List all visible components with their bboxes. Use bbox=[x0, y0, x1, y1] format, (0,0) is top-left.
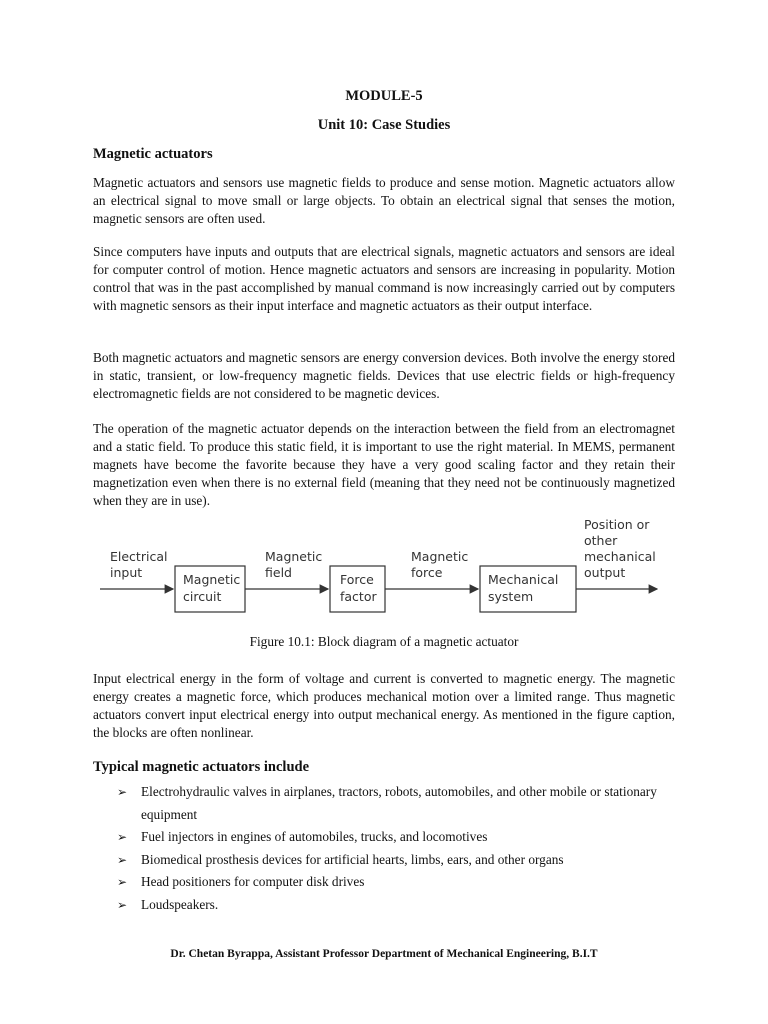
module-title: MODULE-5 bbox=[345, 88, 423, 104]
input-label-line-2: input bbox=[110, 565, 143, 580]
actuator-list bbox=[117, 781, 677, 916]
block-diagram bbox=[100, 514, 680, 624]
list-heading: Typical magnetic actuators include bbox=[93, 759, 310, 775]
block3-line-1: Mechanical bbox=[488, 572, 559, 587]
output-label-line-4: output bbox=[584, 565, 626, 580]
block1-line-2: circuit bbox=[183, 589, 222, 604]
arrow-bullet-icon: ➢ bbox=[117, 852, 128, 867]
arrow-bullet-icon: ➢ bbox=[117, 875, 128, 889]
list-item: ➢ Loudspeakers. bbox=[117, 894, 677, 917]
paragraph-1: Magnetic actuators and sensors use magnetic fields to produce and sense motion. Magnetic actuators allow an electrical signal to move small or large objects. To obtain an electrical signal that senses the motion, magnetic sensors are often used. bbox=[93, 175, 675, 226]
list-item: ➢ Biomedical prosthesis devices for artificial hearts, limbs, ears, and other organs bbox=[117, 849, 677, 872]
field-label-line-1: Magnetic bbox=[265, 549, 323, 564]
force-label-line-1: Magnetic bbox=[411, 549, 469, 564]
input-label-line-1: Electrical bbox=[110, 549, 168, 564]
paragraph-3: Both magnetic actuators and magnetic sensors are energy conversion devices. Both involve the energy stored in static, transient, or low-frequency magnetic fields. Devices that use electric fields or high-frequency electromagnetic fields are not considered to be magnetic devices. bbox=[93, 350, 675, 401]
output-label-line-2: other bbox=[584, 533, 618, 548]
figure-caption: Figure 10.1: Block diagram of a magnetic actuator bbox=[249, 634, 519, 649]
paragraph-after-figure: Input electrical energy in the form of voltage and current is converted to magnetic energy. The magnetic energy creates a magnetic force, which produces mechanical motion over a limited range. Thus magnetic actuators convert input electrical energy into output mechanical energy. As mentioned in the figure caption, the blocks are often nonlinear. bbox=[93, 671, 675, 740]
block2-line-1: Force bbox=[340, 572, 374, 587]
block3-line-2: system bbox=[488, 589, 534, 604]
section-heading: Magnetic actuators bbox=[93, 146, 213, 162]
force-label-line-2: force bbox=[411, 565, 443, 580]
output-label-line-1: Position or bbox=[584, 517, 650, 532]
output-label-line-3: mechanical bbox=[584, 549, 656, 564]
arrow-bullet-icon: ➢ bbox=[117, 897, 128, 912]
list-item: ➢ Fuel injectors in engines of automobiles, trucks, and locomotives bbox=[117, 826, 677, 849]
block2-line-2: factor bbox=[340, 589, 377, 604]
page-footer: Dr. Chetan Byrappa, Assistant Professor Department of Mechanical Engineering, B.I.T bbox=[170, 948, 598, 960]
list-item: ➢ Head positioners for computer disk drives bbox=[117, 871, 677, 894]
paragraph-4: The operation of the magnetic actuator depends on the interaction between the field from an electromagnet and a static field. To produce this static field, it is important to use the right material. In MEMS, permanent magnets have become the favorite because they have a very good scaling factor and they retain their magnetization even when there is no external field (meaning that they need not be continuously magnetized when they are in use). bbox=[93, 421, 675, 508]
field-label-line-2: field bbox=[265, 565, 292, 580]
arrow-bullet-icon: ➢ bbox=[117, 830, 128, 844]
block1-line-1: Magnetic bbox=[183, 572, 241, 587]
paragraph-2: Since computers have inputs and outputs that are electrical signals, magnetic actuators and sensors are ideal for computer control of motion. Hence magnetic actuators and sensors are increasing in popularity. Motion control that was in the past accomplished by manual command is now increasingly carried out by computers with magnetic sensors as their input interface and magnetic actuators as their output interface. bbox=[93, 244, 675, 313]
arrow-bullet-icon: ➢ bbox=[117, 785, 128, 799]
unit-title: Unit 10: Case Studies bbox=[317, 117, 451, 133]
list-item: ➢ Electrohydraulic valves in airplanes, tractors, robots, automobiles, and other mobile or stationary equipment bbox=[117, 781, 677, 826]
